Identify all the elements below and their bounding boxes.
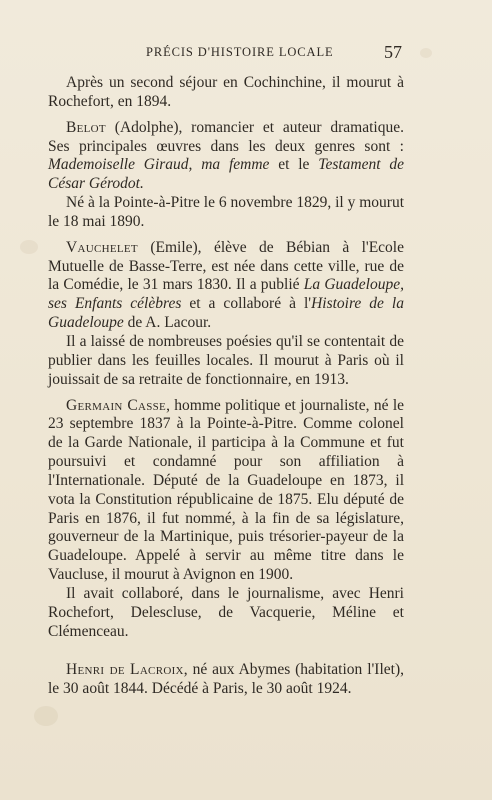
- work-title: Histoire de la Guadeloupe: [48, 295, 404, 332]
- paragraph-belot: [48, 119, 404, 194]
- paragraph-text: , homme politique et journaliste, né le 23 septembre 1837 à la Pointe-à-Pitre. Comme colonel de la Garde Nationale, il participa à la Commune et fut poursuivi et condamné pour son affiliation à l'Internationale. Député de la Guadeloupe en 1873, il vota la Constitution républicaine de 1875. Elu député de Paris en 1876, il fut nommé, à la fin de sa législature, gouverneur de la Martinique, puis trésorier-payeur de la Guadeloupe. Appelé à servir au même titre dans le Vaucluse, il mourut à Avignon en 1900.: [48, 396, 404, 584]
- paragraph-henri-de-lacroix: [48, 661, 404, 699]
- page-content: [48, 74, 404, 706]
- page-number: 57: [384, 42, 402, 62]
- paragraph-germain-casse: [48, 397, 404, 585]
- paragraph-vauchelet: [48, 239, 404, 333]
- paragraph-cochinchine: Après un second séjour en Cochinchine, il mourut à Rochefort, en 1894.: [48, 74, 404, 110]
- paragraph-text: et a collaboré à l': [181, 295, 312, 313]
- paragraph-vauchelet-poetry: Il a laissé de nombreuses poésies qu'il se contentait de publier dans les feuilles locales. Il mourut à Paris où il jouissait de sa retraite de fonctionnaire, en 1913.: [48, 332, 404, 388]
- paragraph-casse-journalism: Il avait collaboré, dans le journalisme, avec Henri Rochefort, Delescluse, de Vacquerie, Méline et Clémenceau.: [48, 584, 404, 640]
- paragraph-text: de A. Lacour.: [123, 314, 212, 332]
- person-name: Henri de Lacroix: [66, 661, 184, 679]
- paragraph-text: (Emile), élève de Bébian à l'Ecole Mutuelle de Basse-Terre, est née dans cette ville, rue de la Comédie, le 31 mars 1830. Il a publié: [48, 238, 404, 294]
- running-head: [48, 44, 404, 64]
- paragraph-belot-birth: Né à la Pointe-à-Pitre le 6 novembre 1829, il y mourut le 18 mai 1890.: [48, 194, 404, 230]
- paper-foxing-spot: [34, 706, 58, 726]
- work-title: Mademoiselle Giraud, ma femme: [48, 156, 270, 174]
- person-name: Vauchelet: [66, 238, 138, 256]
- person-name: Belot: [66, 118, 106, 136]
- paper-foxing-spot: [20, 240, 38, 254]
- person-name: Germain Casse: [66, 396, 167, 414]
- paragraph-text: (Adolphe), romancier et auteur dramatique. Ses principales œuvres dans les deux genres sont :: [48, 118, 404, 155]
- paragraph-text: , né aux Abymes (habitation l'Ilet), le 30 août 1844. Décédé à Paris, le 30 août 1924.: [48, 661, 404, 698]
- work-title: Testament de César Gérodot.: [48, 156, 404, 193]
- running-head-title: PRÉCIS D'HISTOIRE LOCALE: [146, 45, 334, 59]
- work-title: La Guadeloupe, ses Enfants célèbres: [48, 276, 404, 313]
- paragraph-text: et le: [269, 156, 319, 174]
- paper-foxing-spot: [420, 48, 432, 58]
